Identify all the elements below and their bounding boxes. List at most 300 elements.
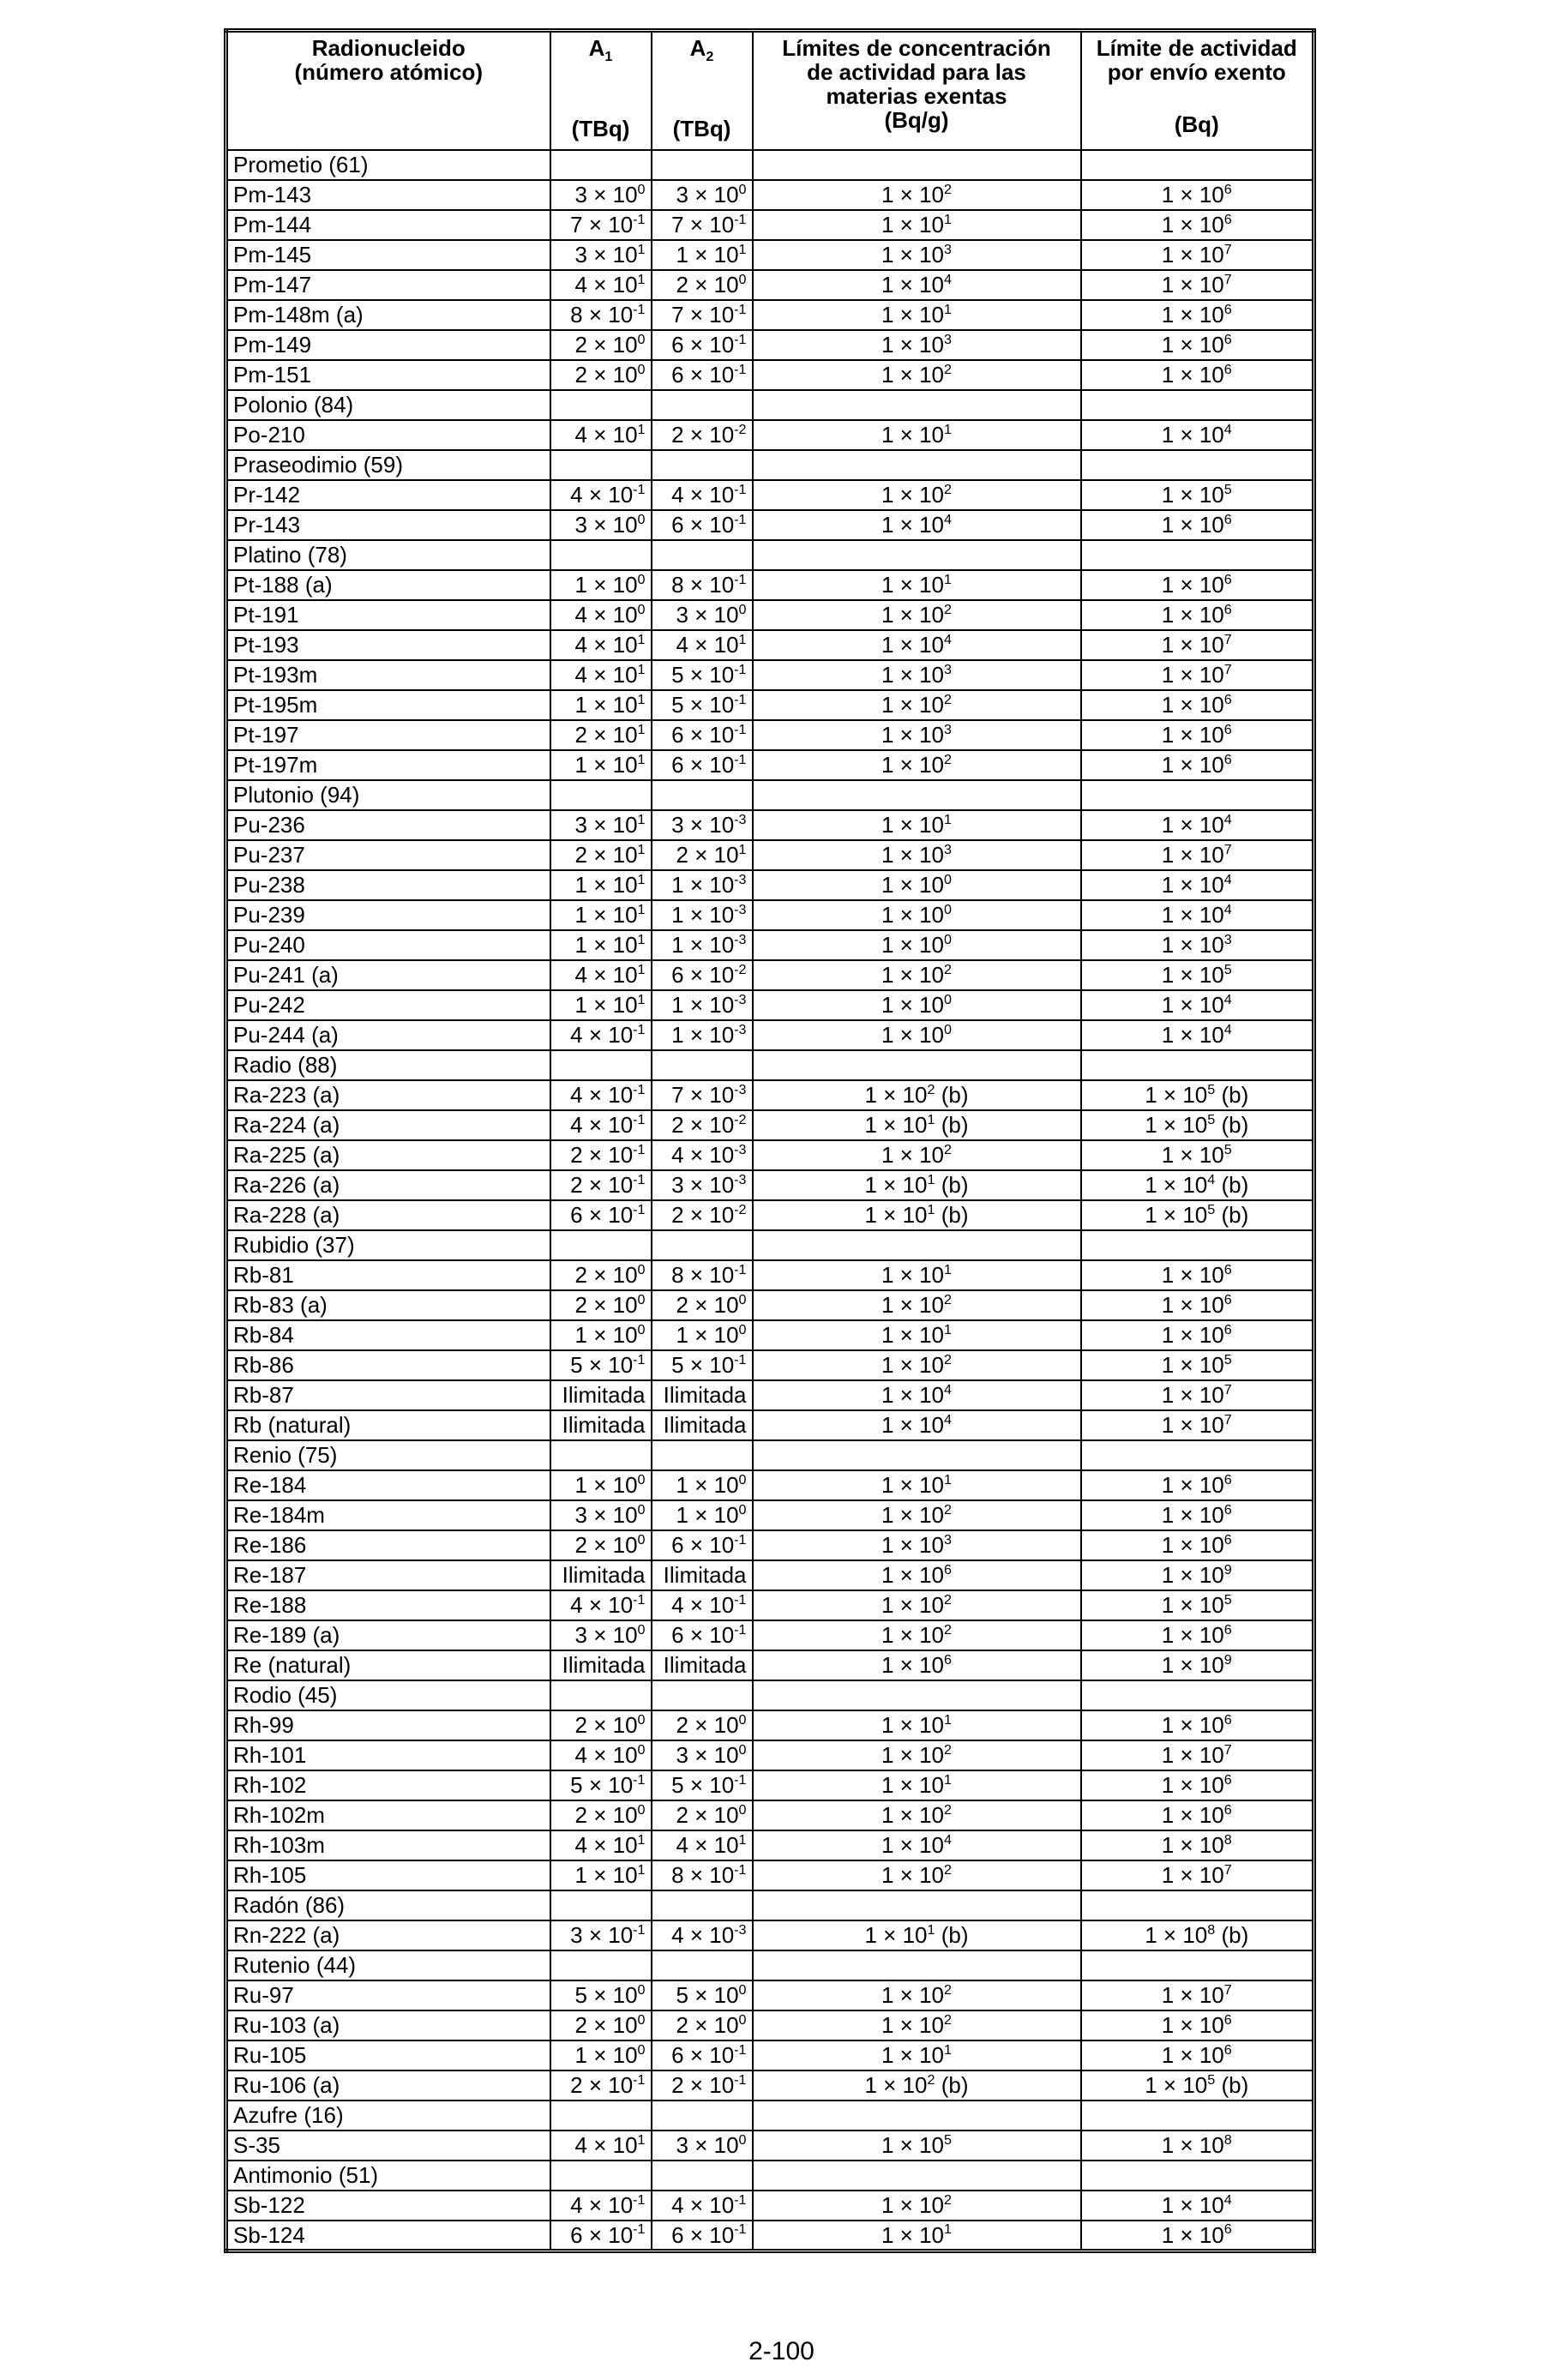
a2-cell	[652, 360, 753, 390]
a1-cell-mantissa: 2 × 10	[574, 1292, 638, 1319]
a2-cell-exponent: 0	[738, 1712, 747, 1728]
a1-cell-mantissa: 2 × 10	[574, 722, 638, 748]
concentration-cell-mantissa: 1 × 10	[881, 2132, 945, 2159]
activity-limit-cell-mantissa: 1 × 10	[1161, 2132, 1224, 2159]
a2-cell-mantissa: 2 × 10	[676, 1292, 739, 1319]
a2-cell-exponent: 1	[738, 842, 747, 857]
concentration-cell-exponent: 1	[927, 1172, 935, 1187]
concentration-cell-mantissa: 1 × 10	[881, 1832, 945, 1859]
empty-cell	[652, 540, 753, 570]
activity-limit-cell-exponent: 8	[1223, 2132, 1232, 2148]
a1-cell-exponent: 0	[637, 1802, 646, 1818]
concentration-cell-exponent: 0	[944, 902, 952, 917]
activity-limit-cell-mantissa: 1 × 10	[1161, 1022, 1224, 1049]
activity-limit-cell	[1081, 2221, 1314, 2251]
a1-cell-exponent: 0	[637, 182, 646, 197]
a2-cell	[652, 480, 753, 510]
a1-cell	[550, 1410, 652, 1440]
a1-cell	[550, 870, 652, 900]
activity-limit-cell-exponent: 7	[1223, 1982, 1232, 1998]
a2-cell	[652, 1920, 753, 1950]
activity-limit-cell	[1081, 510, 1314, 540]
empty-cell	[1081, 2101, 1314, 2131]
table-row	[226, 1770, 1314, 1800]
concentration-cell	[753, 750, 1081, 780]
activity-limit-cell	[1081, 1500, 1314, 1530]
a1-cell-mantissa: 4 × 10	[574, 662, 638, 688]
a2-cell	[652, 570, 753, 600]
element-group-row	[226, 450, 1314, 480]
a1-cell-mantissa: 1 × 10	[574, 1472, 638, 1499]
table-row	[226, 420, 1314, 450]
concentration-cell-exponent: 2	[944, 752, 952, 767]
nuclide-name-cell: Pm-147	[226, 270, 550, 300]
a2-cell-exponent: 1	[738, 1832, 747, 1848]
a1-cell-exponent: 0	[637, 1292, 646, 1307]
a2-cell	[652, 1410, 753, 1440]
nuclide-name-cell: Re-187	[226, 1560, 550, 1590]
table-row	[226, 480, 1314, 510]
a1-cell-exponent: -1	[633, 1772, 646, 1788]
concentration-cell	[753, 1200, 1081, 1230]
a2-cell	[652, 1740, 753, 1770]
concentration-cell	[753, 1650, 1081, 1680]
activity-limit-cell	[1081, 1260, 1314, 1290]
a2-cell	[652, 2010, 753, 2040]
a1-cell-mantissa: 2 × 10	[574, 2012, 638, 2039]
element-name-cell: Prometio (61)	[226, 150, 550, 180]
a2-cell	[652, 2131, 753, 2161]
nuclide-name-cell: Pt-193	[226, 630, 550, 660]
a2-cell-exponent: 1	[738, 242, 747, 257]
table-row	[226, 1320, 1314, 1350]
a2-cell-exponent: -3	[734, 1922, 747, 1938]
activity-limit-cell	[1081, 1530, 1314, 1560]
concentration-cell-mantissa: 1 × 10	[881, 482, 945, 508]
activity-limit-cell	[1081, 1020, 1314, 1050]
empty-cell	[1081, 1890, 1314, 1920]
activity-limit-cell-mantissa: 1 × 10	[1161, 1772, 1224, 1799]
a1-cell	[550, 1530, 652, 1560]
concentration-cell-exponent: 1	[927, 1202, 935, 1217]
concentration-cell-mantissa: 1 × 10	[881, 902, 945, 929]
a2-cell	[652, 2040, 753, 2070]
concentration-cell	[753, 510, 1081, 540]
a2-cell-exponent: -2	[734, 1202, 747, 1217]
activity-limit-cell-mantissa: 1 × 10	[1161, 1412, 1224, 1439]
empty-cell	[550, 1680, 652, 1710]
activity-limit-cell-mantissa: 1 × 10	[1145, 2072, 1208, 2099]
a1-cell-mantissa: 2 × 10	[574, 842, 638, 868]
nuclide-name-cell: Ra-225 (a)	[226, 1140, 550, 1170]
concentration-cell	[753, 990, 1081, 1020]
concentration-cell	[753, 930, 1081, 960]
concentration-cell-mantissa: 1 × 10	[881, 212, 945, 238]
concentration-cell	[753, 1740, 1081, 1770]
a1-cell	[550, 960, 652, 990]
a2-cell-exponent: -3	[734, 1172, 747, 1187]
radionuclide-table	[224, 28, 1316, 2253]
a1-cell-mantissa: 4 × 10	[570, 1022, 634, 1049]
table-row	[226, 1500, 1314, 1530]
nuclide-name-cell: Pu-237	[226, 840, 550, 870]
concentration-cell-exponent: 2	[944, 1142, 952, 1157]
nuclide-name-cell: Re-184	[226, 1470, 550, 1500]
empty-cell	[652, 1050, 753, 1080]
empty-cell	[652, 1950, 753, 1980]
activity-limit-cell-mantissa: 1 × 10	[1161, 2221, 1224, 2248]
activity-limit-cell	[1081, 480, 1314, 510]
a1-cell-exponent: -1	[633, 2221, 646, 2238]
nuclide-name-cell: Re-184m	[226, 1500, 550, 1530]
header-a2-unit: (TBq)	[672, 116, 731, 142]
a2-cell-exponent: -1	[734, 2192, 747, 2208]
nuclide-name-cell: Pm-149	[226, 330, 550, 360]
a2-cell-mantissa: 5 × 10	[671, 692, 735, 718]
empty-cell	[753, 1440, 1081, 1470]
activity-limit-cell-mantissa: 1 × 10	[1161, 1742, 1224, 1769]
a1-cell-mantissa: 6 × 10	[570, 2221, 634, 2248]
activity-limit-cell-exponent: 4	[1223, 902, 1232, 917]
a1-cell-mantissa: 2 × 10	[574, 362, 638, 388]
activity-limit-cell	[1081, 660, 1314, 690]
table-row	[226, 1110, 1314, 1140]
table-row	[226, 1530, 1314, 1560]
a2-cell-mantissa: 6 × 10	[671, 332, 735, 358]
concentration-cell-mantissa: 1 × 10	[881, 1292, 945, 1319]
concentration-cell-mantissa: 1 × 10	[881, 422, 945, 448]
a2-cell-exponent: -1	[734, 212, 747, 227]
a1-cell-exponent: 0	[637, 332, 646, 347]
concentration-cell	[753, 270, 1081, 300]
concentration-cell	[753, 960, 1081, 990]
concentration-cell-exponent: 2	[927, 1082, 935, 1097]
a2-cell-mantissa: 4 × 10	[671, 1592, 735, 1619]
activity-limit-cell-exponent: 6	[1223, 1802, 1232, 1818]
a1-cell-mantissa: 4 × 10	[574, 1742, 638, 1769]
concentration-cell	[753, 690, 1081, 720]
table-row	[226, 240, 1314, 270]
a2-cell-mantissa: 3 × 10	[676, 1742, 739, 1769]
concentration-cell	[753, 1290, 1081, 1320]
concentration-cell	[753, 2070, 1081, 2101]
table-row	[226, 630, 1314, 660]
a2-cell	[652, 510, 753, 540]
a1-cell	[550, 330, 652, 360]
activity-limit-cell-exponent: 5	[1207, 1202, 1216, 1217]
a1-cell	[550, 1380, 652, 1410]
nuclide-name-cell: Rb-84	[226, 1320, 550, 1350]
a2-cell-exponent: -2	[734, 1112, 747, 1127]
activity-limit-cell	[1081, 1350, 1314, 1380]
activity-limit-cell-mantissa: 1 × 10	[1145, 1922, 1208, 1949]
header-consignment-limit	[1081, 31, 1314, 151]
activity-limit-cell-mantissa: 1 × 10	[1161, 1142, 1224, 1169]
a1-cell	[550, 1170, 652, 1200]
nuclide-name-cell: Ru-106 (a)	[226, 2070, 550, 2101]
activity-limit-cell-mantissa: 1 × 10	[1161, 632, 1224, 658]
a1-cell-mantissa: 3 × 10	[574, 1622, 638, 1649]
table-row	[226, 1830, 1314, 1860]
concentration-cell-mantissa: 1 × 10	[881, 242, 945, 268]
activity-limit-cell-note: (b)	[1215, 2072, 1249, 2099]
a1-cell-exponent: 1	[637, 872, 646, 887]
element-group-row	[226, 150, 1314, 180]
table-row	[226, 1620, 1314, 1650]
table-row	[226, 570, 1314, 600]
a1-cell-exponent: 1	[637, 932, 646, 947]
activity-limit-cell	[1081, 1740, 1314, 1770]
nuclide-name-cell: S-35	[226, 2131, 550, 2161]
nuclide-name-cell: Pu-244 (a)	[226, 1020, 550, 1050]
activity-limit-cell-exponent: 6	[1223, 212, 1232, 227]
empty-cell	[652, 2161, 753, 2191]
empty-cell	[753, 450, 1081, 480]
activity-limit-cell-exponent: 4	[1223, 872, 1232, 887]
concentration-cell-mantissa: 1 × 10	[881, 1382, 945, 1409]
concentration-cell-exponent: 1	[944, 1322, 952, 1337]
activity-limit-cell-exponent: 5	[1223, 482, 1232, 497]
concentration-cell-exponent: 5	[944, 2132, 952, 2148]
concentration-cell	[753, 1830, 1081, 1860]
a1-cell	[550, 2010, 652, 2040]
activity-limit-cell	[1081, 270, 1314, 300]
a2-cell-mantissa: 6 × 10	[671, 362, 735, 388]
concentration-cell	[753, 360, 1081, 390]
empty-cell	[753, 540, 1081, 570]
empty-cell	[550, 2101, 652, 2131]
a1-cell-mantissa: 1 × 10	[574, 1322, 638, 1349]
activity-limit-cell-mantissa: 1 × 10	[1161, 272, 1224, 298]
activity-limit-cell-mantissa: 1 × 10	[1161, 1712, 1224, 1739]
concentration-cell-mantissa: 1 × 10	[881, 1652, 945, 1679]
a2-cell	[652, 840, 753, 870]
table-row	[226, 1560, 1314, 1590]
a2-cell-exponent: 0	[738, 1472, 747, 1488]
a1-cell	[550, 480, 652, 510]
a1-cell	[550, 840, 652, 870]
activity-limit-cell	[1081, 1140, 1314, 1170]
a1-cell-exponent: 1	[637, 422, 646, 437]
concentration-cell	[753, 1590, 1081, 1620]
a2-cell-exponent: -1	[734, 302, 747, 317]
nuclide-name-cell: Ra-224 (a)	[226, 1110, 550, 1140]
table-row	[226, 1080, 1314, 1110]
nuclide-name-cell: Re-189 (a)	[226, 1620, 550, 1650]
a2-cell-exponent: -3	[734, 812, 747, 827]
a2-cell-mantissa: 2 × 10	[676, 272, 739, 298]
element-name-cell: Rodio (45)	[226, 1680, 550, 1710]
header-conc-unit: (Bq/g)	[884, 107, 949, 134]
nuclide-name-cell: Re (natural)	[226, 1650, 550, 1680]
activity-limit-cell-exponent: 6	[1223, 1772, 1232, 1788]
a2-cell-mantissa: 1 × 10	[671, 992, 735, 1019]
a2-cell	[652, 1080, 753, 1110]
concentration-cell-mantissa: 1 × 10	[881, 722, 945, 748]
a2-cell-mantissa: 1 × 10	[671, 902, 735, 929]
activity-limit-cell	[1081, 810, 1314, 840]
concentration-cell-mantissa: 1 × 10	[881, 872, 945, 899]
activity-limit-cell-mantissa: 1 × 10	[1161, 1322, 1224, 1349]
activity-limit-cell	[1081, 960, 1314, 990]
activity-limit-cell	[1081, 1860, 1314, 1890]
element-name-cell: Renio (75)	[226, 1440, 550, 1470]
nuclide-name-cell: Re-186	[226, 1530, 550, 1560]
nuclide-name-cell: Pt-195m	[226, 690, 550, 720]
concentration-cell-exponent: 1	[944, 572, 952, 587]
activity-limit-cell	[1081, 330, 1314, 360]
empty-cell	[1081, 1950, 1314, 1980]
table-row	[226, 1260, 1314, 1290]
a1-cell	[550, 360, 652, 390]
a2-cell	[652, 300, 753, 330]
a1-cell	[550, 750, 652, 780]
activity-limit-cell-mantissa: 1 × 10	[1161, 1862, 1224, 1889]
element-name-cell: Radio (88)	[226, 1050, 550, 1080]
activity-limit-cell	[1081, 180, 1314, 210]
concentration-cell-mantissa: 1 × 10	[881, 1352, 945, 1379]
activity-limit-cell-exponent: 6	[1223, 692, 1232, 707]
concentration-cell-exponent: 2	[944, 692, 952, 707]
table-row	[226, 1470, 1314, 1500]
activity-limit-cell-exponent: 5	[1223, 1592, 1232, 1608]
activity-limit-cell	[1081, 1980, 1314, 2010]
concentration-cell-mantissa: 1 × 10	[881, 512, 945, 538]
nuclide-name-cell: Ra-228 (a)	[226, 1200, 550, 1230]
activity-limit-cell-mantissa: 1 × 10	[1161, 902, 1224, 929]
a2-cell-exponent: -1	[734, 512, 747, 527]
empty-cell	[753, 780, 1081, 810]
empty-cell	[652, 2101, 753, 2131]
concentration-cell	[753, 300, 1081, 330]
a1-cell-exponent: 1	[637, 842, 646, 857]
activity-limit-cell-mantissa: 1 × 10	[1161, 1532, 1224, 1559]
activity-limit-cell	[1081, 720, 1314, 750]
a2-cell	[652, 1290, 753, 1320]
activity-limit-cell	[1081, 1320, 1314, 1350]
concentration-cell	[753, 1920, 1081, 1950]
a1-cell-mantissa: Ilimitada	[562, 1562, 646, 1589]
table-row	[226, 1380, 1314, 1410]
activity-limit-cell-exponent: 7	[1223, 662, 1232, 677]
concentration-cell-mantissa: 1 × 10	[864, 1202, 928, 1229]
a1-cell	[550, 270, 652, 300]
table-row	[226, 1980, 1314, 2010]
empty-cell	[753, 390, 1081, 420]
concentration-cell	[753, 1560, 1081, 1590]
concentration-cell-mantissa: 1 × 10	[881, 692, 945, 718]
activity-limit-cell-exponent: 6	[1223, 1532, 1232, 1548]
a1-cell-exponent: -1	[633, 482, 646, 497]
a2-cell-mantissa: 8 × 10	[671, 1862, 735, 1889]
concentration-cell	[753, 2131, 1081, 2161]
activity-limit-cell-exponent: 7	[1223, 1382, 1232, 1397]
concentration-cell-exponent: 3	[944, 662, 952, 677]
activity-limit-cell-mantissa: 1 × 10	[1161, 752, 1224, 778]
empty-cell	[1081, 1230, 1314, 1260]
a2-cell-exponent: -1	[734, 2072, 747, 2088]
table-row	[226, 210, 1314, 240]
nuclide-name-cell: Ru-97	[226, 1980, 550, 2010]
activity-limit-cell	[1081, 630, 1314, 660]
concentration-cell-mantissa: 1 × 10	[881, 1022, 945, 1049]
a2-cell-exponent: -3	[734, 1022, 747, 1037]
table-row	[226, 1590, 1314, 1620]
a2-cell	[652, 660, 753, 690]
activity-limit-cell-exponent: 6	[1223, 2221, 1232, 2238]
activity-limit-cell-note: (b)	[1215, 1082, 1249, 1109]
concentration-cell-exponent: 2	[944, 1742, 952, 1758]
a1-cell	[550, 1140, 652, 1170]
concentration-cell	[753, 570, 1081, 600]
concentration-cell-mantissa: 1 × 10	[881, 1412, 945, 1439]
activity-limit-cell-mantissa: 1 × 10	[1161, 1982, 1224, 2009]
concentration-cell-exponent: 1	[944, 1712, 952, 1728]
nuclide-name-cell: Rb-87	[226, 1380, 550, 1410]
a1-cell-exponent: -1	[633, 212, 646, 227]
activity-limit-cell-exponent: 7	[1223, 842, 1232, 857]
a1-cell	[550, 1770, 652, 1800]
empty-cell	[550, 1950, 652, 1980]
a1-cell-mantissa: 2 × 10	[570, 2072, 634, 2099]
nuclide-name-cell: Pu-242	[226, 990, 550, 1020]
a2-cell-exponent: -1	[734, 1622, 747, 1638]
concentration-cell-exponent: 1	[944, 2221, 952, 2238]
a1-cell	[550, 180, 652, 210]
a1-cell	[550, 1710, 652, 1740]
a1-cell-exponent: 1	[637, 992, 646, 1007]
a2-cell-exponent: -1	[734, 2221, 747, 2238]
a2-cell	[652, 720, 753, 750]
empty-cell	[652, 1230, 753, 1260]
header-a1-label: $A_1$	[588, 35, 613, 65]
empty-cell	[753, 150, 1081, 180]
activity-limit-cell-exponent: 5	[1223, 1352, 1232, 1367]
concentration-cell-exponent: 4	[944, 1832, 952, 1848]
a2-cell-mantissa: 4 × 10	[671, 482, 735, 508]
a2-cell-mantissa: 3 × 10	[671, 1172, 735, 1199]
a1-cell-exponent: 1	[637, 632, 646, 647]
table-row	[226, 870, 1314, 900]
concentration-cell-exponent: 3	[944, 242, 952, 257]
element-group-row	[226, 390, 1314, 420]
concentration-cell	[753, 1140, 1081, 1170]
a2-cell-exponent: -1	[734, 1772, 747, 1788]
a2-cell-mantissa: 8 × 10	[671, 1262, 735, 1289]
concentration-cell-mantissa: 1 × 10	[864, 1112, 928, 1139]
empty-cell	[652, 780, 753, 810]
a1-cell-exponent: 1	[637, 902, 646, 917]
a2-cell	[652, 1320, 753, 1350]
activity-limit-cell-exponent: 5	[1207, 1112, 1216, 1127]
concentration-cell-exponent: 1	[944, 1262, 952, 1277]
concentration-cell-mantissa: 1 × 10	[864, 1082, 928, 1109]
header-row	[226, 31, 1314, 151]
a2-cell-exponent: -1	[734, 1592, 747, 1608]
element-group-row	[226, 1050, 1314, 1080]
concentration-cell-mantissa: 1 × 10	[864, 1922, 928, 1949]
empty-cell	[550, 1230, 652, 1260]
activity-limit-cell	[1081, 1560, 1314, 1590]
nuclide-name-cell: Re-188	[226, 1590, 550, 1620]
a2-cell	[652, 1140, 753, 1170]
table-row	[226, 2221, 1314, 2251]
element-name-cell: Platino (78)	[226, 540, 550, 570]
concentration-cell-exponent: 2	[944, 1352, 952, 1367]
concentration-cell	[753, 420, 1081, 450]
activity-limit-cell-mantissa: 1 × 10	[1161, 1652, 1224, 1679]
header-a1-unit: (TBq)	[571, 116, 630, 142]
